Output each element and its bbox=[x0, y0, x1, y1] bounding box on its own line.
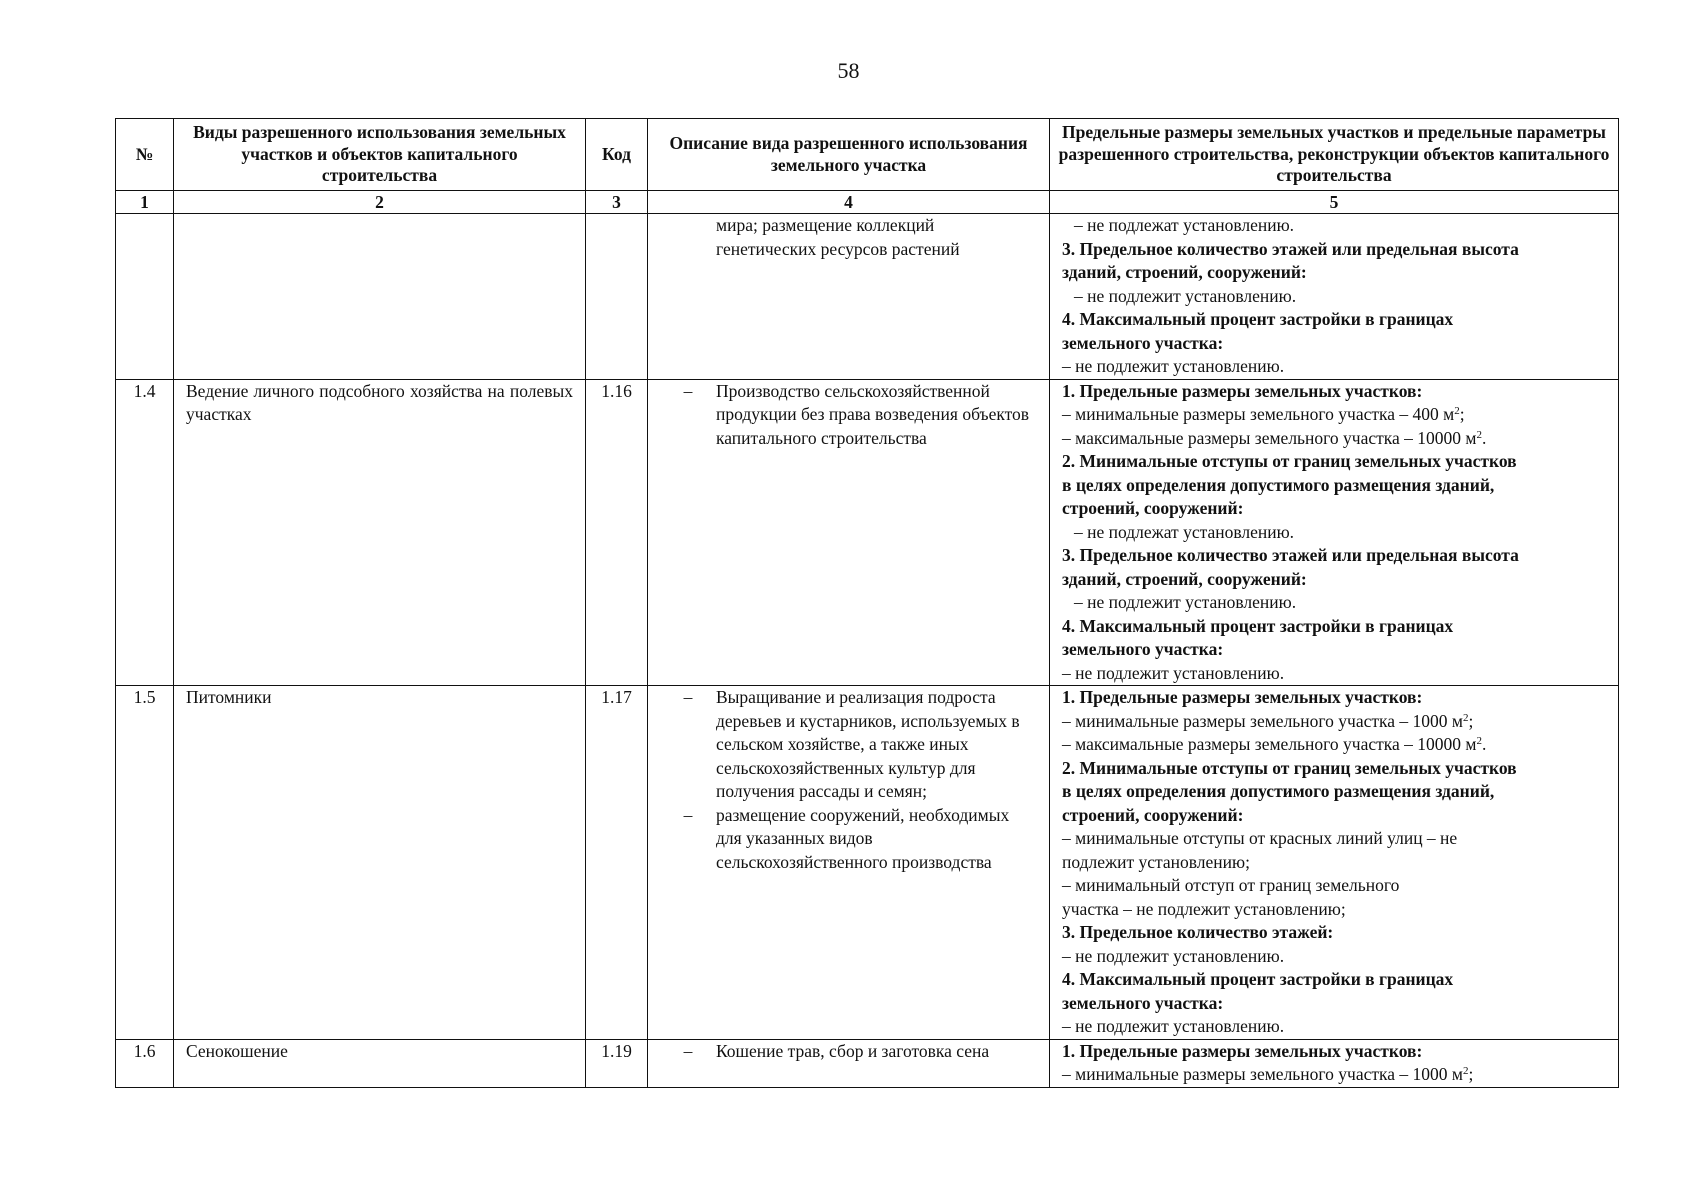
use-description bbox=[648, 686, 1050, 1040]
column-number-row bbox=[116, 191, 1619, 214]
parameter-line bbox=[1062, 1015, 1606, 1039]
dash-marker: – bbox=[1062, 404, 1071, 424]
column-number: 3 bbox=[586, 191, 648, 214]
parameter-heading bbox=[1062, 968, 1606, 992]
dash-marker bbox=[660, 214, 716, 261]
table-row bbox=[116, 1039, 1619, 1087]
parameter-heading bbox=[1062, 450, 1606, 474]
parameter-heading bbox=[1062, 921, 1606, 945]
table-row bbox=[116, 379, 1619, 686]
column-number: 1 bbox=[116, 191, 174, 214]
parameter-heading bbox=[1062, 544, 1606, 568]
parameter-text: земельного участка: bbox=[1062, 332, 1224, 353]
parameter-heading bbox=[1062, 568, 1606, 592]
row-number bbox=[116, 214, 174, 380]
parameter-line bbox=[1062, 851, 1606, 875]
parameter-text: 4. Максимальный процент застройки в границах bbox=[1062, 969, 1454, 989]
superscript-unit: 2 bbox=[1476, 428, 1482, 441]
description-item bbox=[660, 804, 1037, 875]
parameter-line bbox=[1062, 355, 1606, 379]
header-row bbox=[116, 119, 1619, 191]
punctuation: . bbox=[1481, 427, 1487, 448]
parameter-heading bbox=[1062, 615, 1606, 639]
parameters bbox=[1050, 686, 1619, 1040]
parameter-line bbox=[1062, 521, 1606, 545]
parameter-text: строений, сооружений: bbox=[1062, 498, 1244, 518]
superscript-unit: 2 bbox=[1462, 711, 1469, 724]
parameter-text: строений, сооружений: bbox=[1062, 804, 1244, 825]
parameter-text: 2. Минимальные отступы от границ земельных участков bbox=[1062, 757, 1517, 778]
parameter-text: 3. Предельное количество этажей или предельная высота bbox=[1062, 238, 1519, 259]
parameter-text: не подлежит установлению. bbox=[1075, 356, 1285, 376]
parameter-text: 3. Предельное количество этажей или предельная высота bbox=[1062, 545, 1519, 565]
use-description bbox=[648, 1039, 1050, 1087]
use-type-name bbox=[174, 214, 586, 380]
parameter-line bbox=[1062, 874, 1606, 898]
parameter-text: минимальные отступы от красных линий улиц – не bbox=[1075, 828, 1458, 848]
table-row bbox=[116, 214, 1619, 380]
row-number: 1.4 bbox=[116, 379, 174, 686]
description-text: Выращивание и реализация подроста деревьев и кустарников, используемых в сельском хозяйстве, а также иных сельскохозяйственных культур для получения рассады и семян; bbox=[716, 687, 1020, 801]
page-number: 58 bbox=[837, 58, 860, 83]
parameter-text: не подлежит установлению. bbox=[1075, 1016, 1285, 1036]
parameter-line bbox=[1062, 662, 1606, 686]
parameter-line bbox=[1062, 898, 1606, 922]
column-number: 2 bbox=[174, 191, 586, 214]
column-number: 5 bbox=[1050, 191, 1619, 214]
parameter-line bbox=[1062, 1063, 1606, 1087]
dash-marker: – bbox=[1062, 662, 1071, 683]
use-code: 1.19 bbox=[586, 1039, 648, 1087]
parameter-heading bbox=[1062, 757, 1606, 781]
parameter-text: 4. Максимальный процент застройки в границах bbox=[1062, 615, 1454, 636]
parameter-text: 2. Минимальные отступы от границ земельных участков bbox=[1062, 451, 1517, 471]
dash-marker: – bbox=[1062, 356, 1071, 376]
dash-marker: – bbox=[683, 380, 693, 401]
parameter-text: максимальные размеры земельного участка – 10000 м bbox=[1075, 734, 1477, 754]
parameter-heading bbox=[1062, 380, 1606, 404]
superscript-unit: 2 bbox=[1462, 1065, 1469, 1077]
use-type-name: Ведение личного подсобного хозяйства на полевых участках bbox=[174, 379, 586, 686]
parameter-heading bbox=[1062, 474, 1606, 498]
dash-marker: – bbox=[1062, 945, 1071, 966]
dash-marker: – bbox=[683, 687, 693, 707]
description-text: размещение сооружений, необходимых для указанных видов сельскохозяйственного производства bbox=[716, 804, 1010, 872]
dash-marker: – bbox=[1074, 521, 1083, 542]
dash-marker: – bbox=[683, 804, 693, 825]
description-item bbox=[660, 214, 1037, 261]
punctuation: ; bbox=[1468, 1064, 1474, 1084]
parameter-text: не подлежат установлению. bbox=[1087, 521, 1295, 542]
parameter-text: не подлежит установлению. bbox=[1087, 285, 1297, 306]
dash-marker: – bbox=[1074, 285, 1083, 306]
header-code: Код bbox=[586, 119, 648, 191]
parameter-line bbox=[1062, 427, 1606, 451]
parameter-heading bbox=[1062, 497, 1606, 521]
description-item bbox=[660, 1040, 1037, 1064]
parameter-line bbox=[1062, 403, 1606, 427]
use-description bbox=[648, 379, 1050, 686]
parameter-text: 1. Предельные размеры земельных участков: bbox=[1062, 687, 1423, 707]
parameter-heading bbox=[1062, 638, 1606, 662]
parameter-text: 4. Максимальный процент застройки в границах bbox=[1062, 309, 1454, 329]
parameter-text: зданий, строений, сооружений: bbox=[1062, 262, 1307, 282]
dash-marker: – bbox=[1062, 1064, 1071, 1084]
parameter-line bbox=[1062, 591, 1606, 615]
dash-marker: – bbox=[1062, 734, 1071, 754]
parameter-heading bbox=[1062, 308, 1606, 332]
parameter-text: земельного участка: bbox=[1062, 992, 1224, 1013]
parameter-text: 1. Предельные размеры земельных участков: bbox=[1062, 380, 1423, 401]
parameter-heading bbox=[1062, 780, 1606, 804]
parameter-text: минимальный отступ от границ земельного bbox=[1075, 875, 1400, 895]
parameter-heading bbox=[1062, 1040, 1606, 1064]
parameter-heading bbox=[1062, 686, 1606, 710]
parameter-text: в целях определения допустимого размещения зданий, bbox=[1062, 474, 1495, 495]
parameter-text: не подлежит установлению. bbox=[1075, 662, 1285, 683]
column-number: 4 bbox=[648, 191, 1050, 214]
dash-marker: – bbox=[1062, 828, 1071, 848]
use-type-name: Питомники bbox=[174, 686, 586, 1040]
parameter-heading bbox=[1062, 804, 1606, 828]
parameter-line bbox=[1062, 285, 1606, 309]
parameter-text: минимальные размеры земельного участка – 1000 м bbox=[1075, 710, 1463, 731]
parameters bbox=[1050, 379, 1619, 686]
parameter-heading bbox=[1062, 992, 1606, 1016]
dash-marker: – bbox=[1062, 1016, 1071, 1036]
parameter-text: участка – не подлежит установлению; bbox=[1062, 898, 1346, 919]
use-code: 1.16 bbox=[586, 379, 648, 686]
header-description: Описание вида разрешенного использования земельного участка bbox=[648, 119, 1050, 191]
parameter-line bbox=[1062, 945, 1606, 969]
dash-marker: – bbox=[1074, 215, 1083, 235]
parameter-text: земельного участка: bbox=[1062, 639, 1224, 659]
dash-marker: – bbox=[1062, 875, 1071, 895]
parameter-text: зданий, строений, сооружений: bbox=[1062, 568, 1307, 589]
parameters bbox=[1050, 1039, 1619, 1087]
punctuation: ; bbox=[1459, 404, 1465, 424]
description-text: Кошение трав, сбор и заготовка сена bbox=[716, 1040, 990, 1061]
parameter-text: минимальные размеры земельного участка – 400 м bbox=[1075, 404, 1455, 424]
header-number: № bbox=[116, 119, 174, 191]
parameter-text: максимальные размеры земельного участка – 10000 м bbox=[1075, 427, 1477, 448]
parameter-text: в целях определения допустимого размещения зданий, bbox=[1062, 781, 1495, 801]
use-code bbox=[586, 214, 648, 380]
dash-marker: – bbox=[1062, 427, 1071, 448]
superscript-unit: 2 bbox=[1476, 735, 1482, 747]
row-number: 1.6 bbox=[116, 1039, 174, 1087]
header-parameters: Предельные размеры земельных участков и предельные параметры разрешенного строительства, реконструкции объектов капитального строительства bbox=[1050, 119, 1619, 191]
description-item bbox=[660, 686, 1037, 804]
punctuation: . bbox=[1481, 734, 1487, 754]
parameter-text: не подлежит установлению. bbox=[1075, 945, 1285, 966]
parameter-line bbox=[1062, 710, 1606, 734]
parameter-line bbox=[1062, 214, 1606, 238]
dash-marker: – bbox=[683, 1040, 693, 1061]
header-use-types: Виды разрешенного использования земельных участков и объектов капитального строительства bbox=[174, 119, 586, 191]
parameter-text: 1. Предельные размеры земельных участков: bbox=[1062, 1040, 1423, 1061]
use-type-name: Сенокошение bbox=[174, 1039, 586, 1087]
dash-marker: – bbox=[1074, 592, 1083, 612]
parameter-text: подлежит установлению; bbox=[1062, 851, 1250, 872]
parameter-line bbox=[1062, 827, 1606, 851]
use-code: 1.17 bbox=[586, 686, 648, 1040]
punctuation: ; bbox=[1468, 710, 1474, 731]
parameters bbox=[1050, 214, 1619, 380]
superscript-unit: 2 bbox=[1454, 405, 1460, 417]
parameter-heading bbox=[1062, 332, 1606, 356]
description-text: Производство сельскохозяйственной продукции без права возведения объектов капитального строительства bbox=[716, 380, 1030, 448]
dash-marker: – bbox=[1062, 710, 1071, 731]
parameter-text: не подлежит установлению. bbox=[1087, 592, 1297, 612]
row-number: 1.5 bbox=[116, 686, 174, 1040]
parameter-text: минимальные размеры земельного участка – 1000 м bbox=[1075, 1064, 1463, 1084]
table-row bbox=[116, 686, 1619, 1040]
parameter-text: не подлежат установлению. bbox=[1087, 215, 1295, 235]
description-text: мира; размещение коллекций генетических ресурсов растений bbox=[716, 215, 960, 259]
parameter-heading bbox=[1062, 261, 1606, 285]
parameter-heading bbox=[1062, 238, 1606, 262]
use-description bbox=[648, 214, 1050, 380]
description-item bbox=[660, 380, 1037, 451]
parameter-text: 3. Предельное количество этажей: bbox=[1062, 922, 1334, 942]
parameter-line bbox=[1062, 733, 1606, 757]
land-use-table bbox=[115, 118, 1619, 1088]
